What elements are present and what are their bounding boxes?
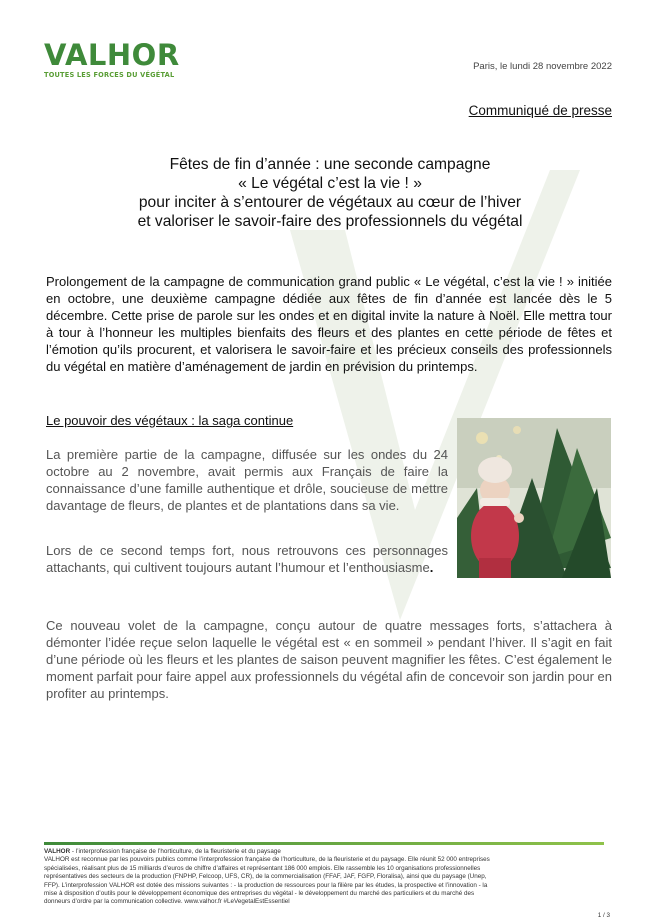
footer-text-line: représentatives des secteurs de la production (FNPHP, Felcoop, UFS, CR), de la commercialisation (FFAF, JAF, FGFP, Floralisa), ainsi que du paysage (Unep, — [44, 873, 487, 881]
headline-line: « Le végétal c’est la vie ! » — [238, 175, 422, 192]
footer-heading — [44, 848, 612, 856]
footer-org: VALHOR — [44, 848, 71, 855]
footer-text-line: FFP). L’interprofession VALHOR est dotée des missions suivantes : - la production de ressources pour la filière par les études, la prospective et l’innovation - la — [44, 881, 488, 889]
campaign-photo — [457, 418, 611, 578]
footer-text-line: spécialisées, réalisant plus de 15 milliards d’euros de chiffre d’affaires et représentant 186 000 emplois. Elle rassemble les 10 organisations professionnelles — [44, 864, 481, 872]
footer-divider — [44, 842, 604, 845]
headline — [60, 155, 600, 231]
logo-tagline: TOUTES LES FORCES DU VÉGÉTAL — [44, 71, 175, 79]
footer — [44, 848, 612, 907]
headline-line: Fêtes de fin d’année : une seconde campagne — [169, 156, 491, 173]
footer-text-line: VALHOR est reconnue par les pouvoirs publics comme l’interprofession française de l’horticulture, de la fleuristerie et du paysage. Elle réunit 52 000 entreprises — [44, 856, 490, 864]
logo-wordmark: VALHOR — [44, 38, 180, 72]
footer-org-desc: - l’interprofession française de l’horticulture, de la fleuristerie et du paysage — [70, 848, 281, 855]
section-title: Le pouvoir des végétaux : la saga continue — [46, 413, 294, 428]
headline-line: et valoriser le savoir-faire des professionnels du végétal — [137, 213, 523, 230]
paragraph-text: Lors de ce second temps fort, nous retrouvons ces personnages attachants, qui cultivent toujours autant l’humour et l’enthousiasme — [46, 543, 448, 575]
page-number: 1 / 3 — [597, 912, 610, 919]
body-paragraph-3: Ce nouveau volet de la campagne, conçu autour de quatre messages forts, s’attachera à démonter l’idée reçue selon laquelle le végétal est « en sommeil » pendant l’hiver. Il s’agit en fait d’une période où les fleurs et les plantes de saison peuvent magnifier les fêtes. C’est également le moment parfait pour faire appel aux professionnels du végétal afin de concevoir son jardin pour en profiter au printemps. — [46, 618, 612, 701]
date-line: Paris, le lundi 28 novembre 2022 — [473, 61, 612, 72]
lede-paragraph: Prolongement de la campagne de communication grand public « Le végétal, c’est la vie ! » initiée en octobre, une deuxième campagne dédiée aux fêtes de fin d’année est lancée dès le 5 décembre. Cette prise de parole sur les ondes et en digital invite la nature à Noël. Elle mettra tour à tour à l’honneur les multiples bienfaits des fleurs et des plantes en cette période de fêtes et l’émotion qu’ils procurent, et valorisera le savoir-faire et les précieux conseils des professionnels du végétal en matière d’aménagement de jardin en prévision du printemps. — [46, 274, 612, 374]
headline-line: pour inciter à s’entourer de végétaux au cœur de l’hiver — [138, 194, 522, 211]
section-paragraph-2 — [46, 542, 448, 576]
section-paragraph-1: La première partie de la campagne, diffusée sur les ondes du 24 octobre au 2 novembre, avait permis aux Français de faire la connaissance d’une famille authentique et drôle, soucieuse de mettre davantage de fleurs, de plantes et de plantations dans sa vie. — [46, 447, 448, 513]
paragraph-period: . — [429, 560, 434, 575]
footer-text-line: mise à disposition d’outils pour le développement économique des entreprises du végétal - le développement du marché des particuliers et du marché des — [44, 890, 475, 898]
valhor-logo — [44, 40, 180, 79]
footer-text-line: donneurs d’ordre par la communication collective. www.valhor.fr #LeVegetalEstEssentiel — [44, 898, 290, 906]
document-type: Communiqué de presse — [468, 103, 612, 118]
